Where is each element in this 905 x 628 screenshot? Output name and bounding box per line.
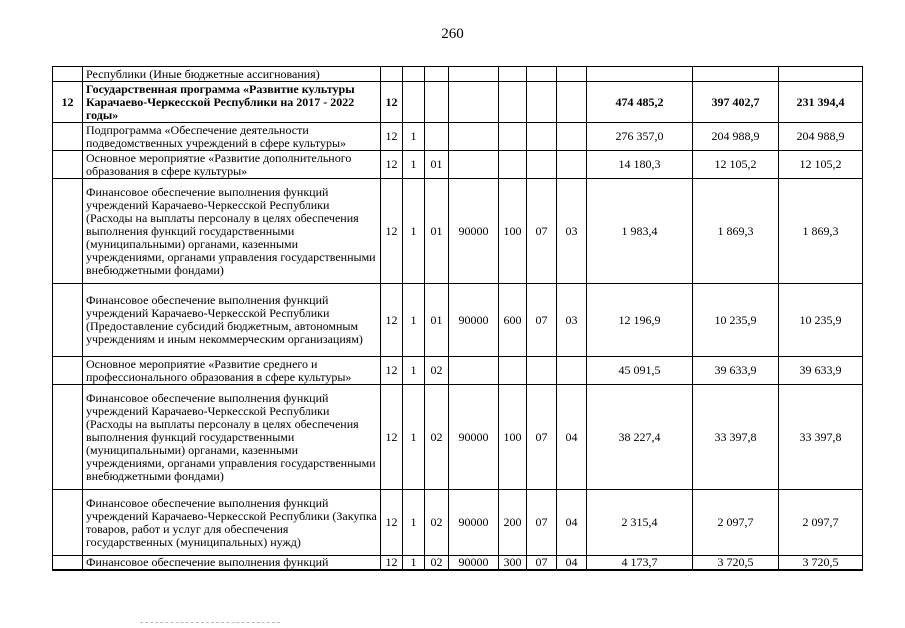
row-index-cell (53, 490, 83, 556)
amount-year-2-cell: 2 097,7 (693, 490, 779, 556)
section-cell: 07 (527, 490, 557, 556)
gp-code-cell: 12 (381, 556, 403, 571)
amount-year-2-cell: 397 402,7 (693, 82, 779, 123)
description-cell: Подпрограмма «Обеспечение деятельности подведомственных учреждений в сфере культуры» (83, 123, 381, 151)
om-code-cell (425, 82, 449, 123)
row-index-cell (53, 357, 83, 385)
expense-type-cell: 100 (499, 385, 527, 490)
direction-code-cell: 90000 (449, 385, 499, 490)
om-code-cell: 02 (425, 556, 449, 571)
table-row (53, 490, 863, 556)
expense-type-cell (499, 151, 527, 179)
amount-year-2-cell: 39 633,9 (693, 357, 779, 385)
table-row (53, 284, 863, 357)
description-cell: Финансовое обеспечение выполнения функций (83, 556, 381, 571)
om-code-cell (425, 67, 449, 82)
pp-code-cell: 1 (403, 284, 425, 357)
row-index-cell (53, 284, 83, 357)
row-index-cell (53, 179, 83, 284)
table-body (53, 67, 863, 571)
section-cell: 07 (527, 385, 557, 490)
amount-year-1-cell: 12 196,9 (587, 284, 693, 357)
amount-year-1-cell: 14 180,3 (587, 151, 693, 179)
om-code-cell: 01 (425, 151, 449, 179)
pp-code-cell (403, 67, 425, 82)
gp-code-cell: 12 (381, 357, 403, 385)
amount-year-3-cell: 3 720,5 (779, 556, 863, 571)
table-row (53, 151, 863, 179)
amount-year-3-cell: 231 394,4 (779, 82, 863, 123)
direction-code-cell (449, 151, 499, 179)
description-cell: Финансовое обеспечение выполнения функций учреждений Карачаево-Черкесской Республики (Расходы на выплаты персоналу в целях обеспечения выполнения функций государственными (муниципальными) органами, казенными учреждениями, органами управления государственными внебюджетными фондами) (83, 385, 381, 490)
amount-year-1-cell: 38 227,4 (587, 385, 693, 490)
om-code-cell (425, 123, 449, 151)
section-cell: 07 (527, 284, 557, 357)
section-cell: 07 (527, 556, 557, 571)
amount-year-1-cell: 474 485,2 (587, 82, 693, 123)
expense-type-cell (499, 357, 527, 385)
subsection-cell (557, 82, 587, 123)
section-cell: 07 (527, 179, 557, 284)
subsection-cell (557, 357, 587, 385)
amount-year-1-cell: 276 357,0 (587, 123, 693, 151)
amount-year-3-cell: 2 097,7 (779, 490, 863, 556)
description-cell: Финансовое обеспечение выполнения функций учреждений Карачаево-Черкесской Республики (Предоставление субсидий бюджетным, автономным учреждениям и иным некоммерческим организациям) (83, 284, 381, 357)
pp-code-cell: 1 (403, 123, 425, 151)
subsection-cell (557, 151, 587, 179)
row-index-cell (53, 385, 83, 490)
subsection-cell: 04 (557, 556, 587, 571)
pp-code-cell: 1 (403, 357, 425, 385)
table-row (53, 179, 863, 284)
gp-code-cell: 12 (381, 179, 403, 284)
subsection-cell (557, 67, 587, 82)
direction-code-cell: 90000 (449, 490, 499, 556)
amount-year-2-cell: 10 235,9 (693, 284, 779, 357)
amount-year-3-cell: 12 105,2 (779, 151, 863, 179)
table-row (53, 357, 863, 385)
expense-type-cell: 600 (499, 284, 527, 357)
expense-type-cell (499, 82, 527, 123)
om-code-cell: 02 (425, 385, 449, 490)
pp-code-cell: 1 (403, 490, 425, 556)
subsection-cell (557, 123, 587, 151)
gp-code-cell: 12 (381, 151, 403, 179)
section-cell (527, 357, 557, 385)
section-cell (527, 82, 557, 123)
description-cell: Республики (Иные бюджетные ассигнования) (83, 67, 381, 82)
description-cell: Государственная программа «Развитие культуры Карачаево-Черкесской Республики на 2017 - 2022 годы» (83, 82, 381, 123)
om-code-cell: 01 (425, 284, 449, 357)
amount-year-1-cell: 4 173,7 (587, 556, 693, 571)
pp-code-cell: 1 (403, 556, 425, 571)
amount-year-1-cell: 45 091,5 (587, 357, 693, 385)
amount-year-2-cell: 1 869,3 (693, 179, 779, 284)
pp-code-cell: 1 (403, 385, 425, 490)
amount-year-2-cell: 204 988,9 (693, 123, 779, 151)
row-index-cell (53, 556, 83, 571)
subsection-cell: 04 (557, 385, 587, 490)
direction-code-cell: 90000 (449, 556, 499, 571)
subsection-cell: 03 (557, 179, 587, 284)
amount-year-1-cell: 2 315,4 (587, 490, 693, 556)
amount-year-2-cell: 33 397,8 (693, 385, 779, 490)
gp-code-cell (381, 67, 403, 82)
amount-year-3-cell: 1 869,3 (779, 179, 863, 284)
gp-code-cell: 12 (381, 490, 403, 556)
gp-code-cell: 12 (381, 82, 403, 123)
section-cell (527, 123, 557, 151)
row-index-cell: 12 (53, 82, 83, 123)
row-index-cell (53, 123, 83, 151)
om-code-cell: 01 (425, 179, 449, 284)
table-row (53, 385, 863, 490)
direction-code-cell (449, 67, 499, 82)
description-cell: Финансовое обеспечение выполнения функций учреждений Карачаево-Черкесской Республики (Расходы на выплаты персоналу в целях обеспечения выполнения функций государственными (муниципальными) органами, казенными учреждениями, органами управления государственными внебюджетными фондами) (83, 179, 381, 284)
om-code-cell: 02 (425, 357, 449, 385)
amount-year-2-cell: 3 720,5 (693, 556, 779, 571)
table-row (53, 82, 863, 123)
direction-code-cell: 90000 (449, 179, 499, 284)
direction-code-cell (449, 357, 499, 385)
amount-year-3-cell: 33 397,8 (779, 385, 863, 490)
amount-year-2-cell (693, 67, 779, 82)
page-number: 260 (441, 26, 464, 42)
row-index-cell (53, 151, 83, 179)
amount-year-1-cell: 1 983,4 (587, 179, 693, 284)
expense-type-cell (499, 123, 527, 151)
gp-code-cell: 12 (381, 284, 403, 357)
description-cell: Основное мероприятие «Развитие дополнительного образования в сфере культуры» (83, 151, 381, 179)
amount-year-3-cell (779, 67, 863, 82)
subsection-cell: 03 (557, 284, 587, 357)
table-row (53, 556, 863, 571)
direction-code-cell: 90000 (449, 284, 499, 357)
description-cell: Основное мероприятие «Развитие среднего и профессионального образования в сфере культуры» (83, 357, 381, 385)
section-cell (527, 151, 557, 179)
expense-type-cell: 200 (499, 490, 527, 556)
om-code-cell: 02 (425, 490, 449, 556)
budget-table (52, 66, 863, 571)
expense-type-cell: 100 (499, 179, 527, 284)
table-row (53, 123, 863, 151)
gp-code-cell: 12 (381, 123, 403, 151)
subsection-cell: 04 (557, 490, 587, 556)
pp-code-cell: 1 (403, 151, 425, 179)
expense-type-cell (499, 67, 527, 82)
gp-code-cell: 12 (381, 385, 403, 490)
section-cell (527, 67, 557, 82)
amount-year-3-cell: 204 988,9 (779, 123, 863, 151)
amount-year-2-cell: 12 105,2 (693, 151, 779, 179)
description-cell: Финансовое обеспечение выполнения функций учреждений Карачаево-Черкесской Республики (Закупка товаров, работ и услуг для обеспечения государственных (муниципальных) нужд) (83, 490, 381, 556)
row-index-cell (53, 67, 83, 82)
scan-artifact (140, 622, 280, 625)
pp-code-cell: 1 (403, 179, 425, 284)
direction-code-cell (449, 123, 499, 151)
amount-year-1-cell (587, 67, 693, 82)
expense-type-cell: 300 (499, 556, 527, 571)
amount-year-3-cell: 10 235,9 (779, 284, 863, 357)
table-row (53, 67, 863, 82)
amount-year-3-cell: 39 633,9 (779, 357, 863, 385)
pp-code-cell (403, 82, 425, 123)
direction-code-cell (449, 82, 499, 123)
